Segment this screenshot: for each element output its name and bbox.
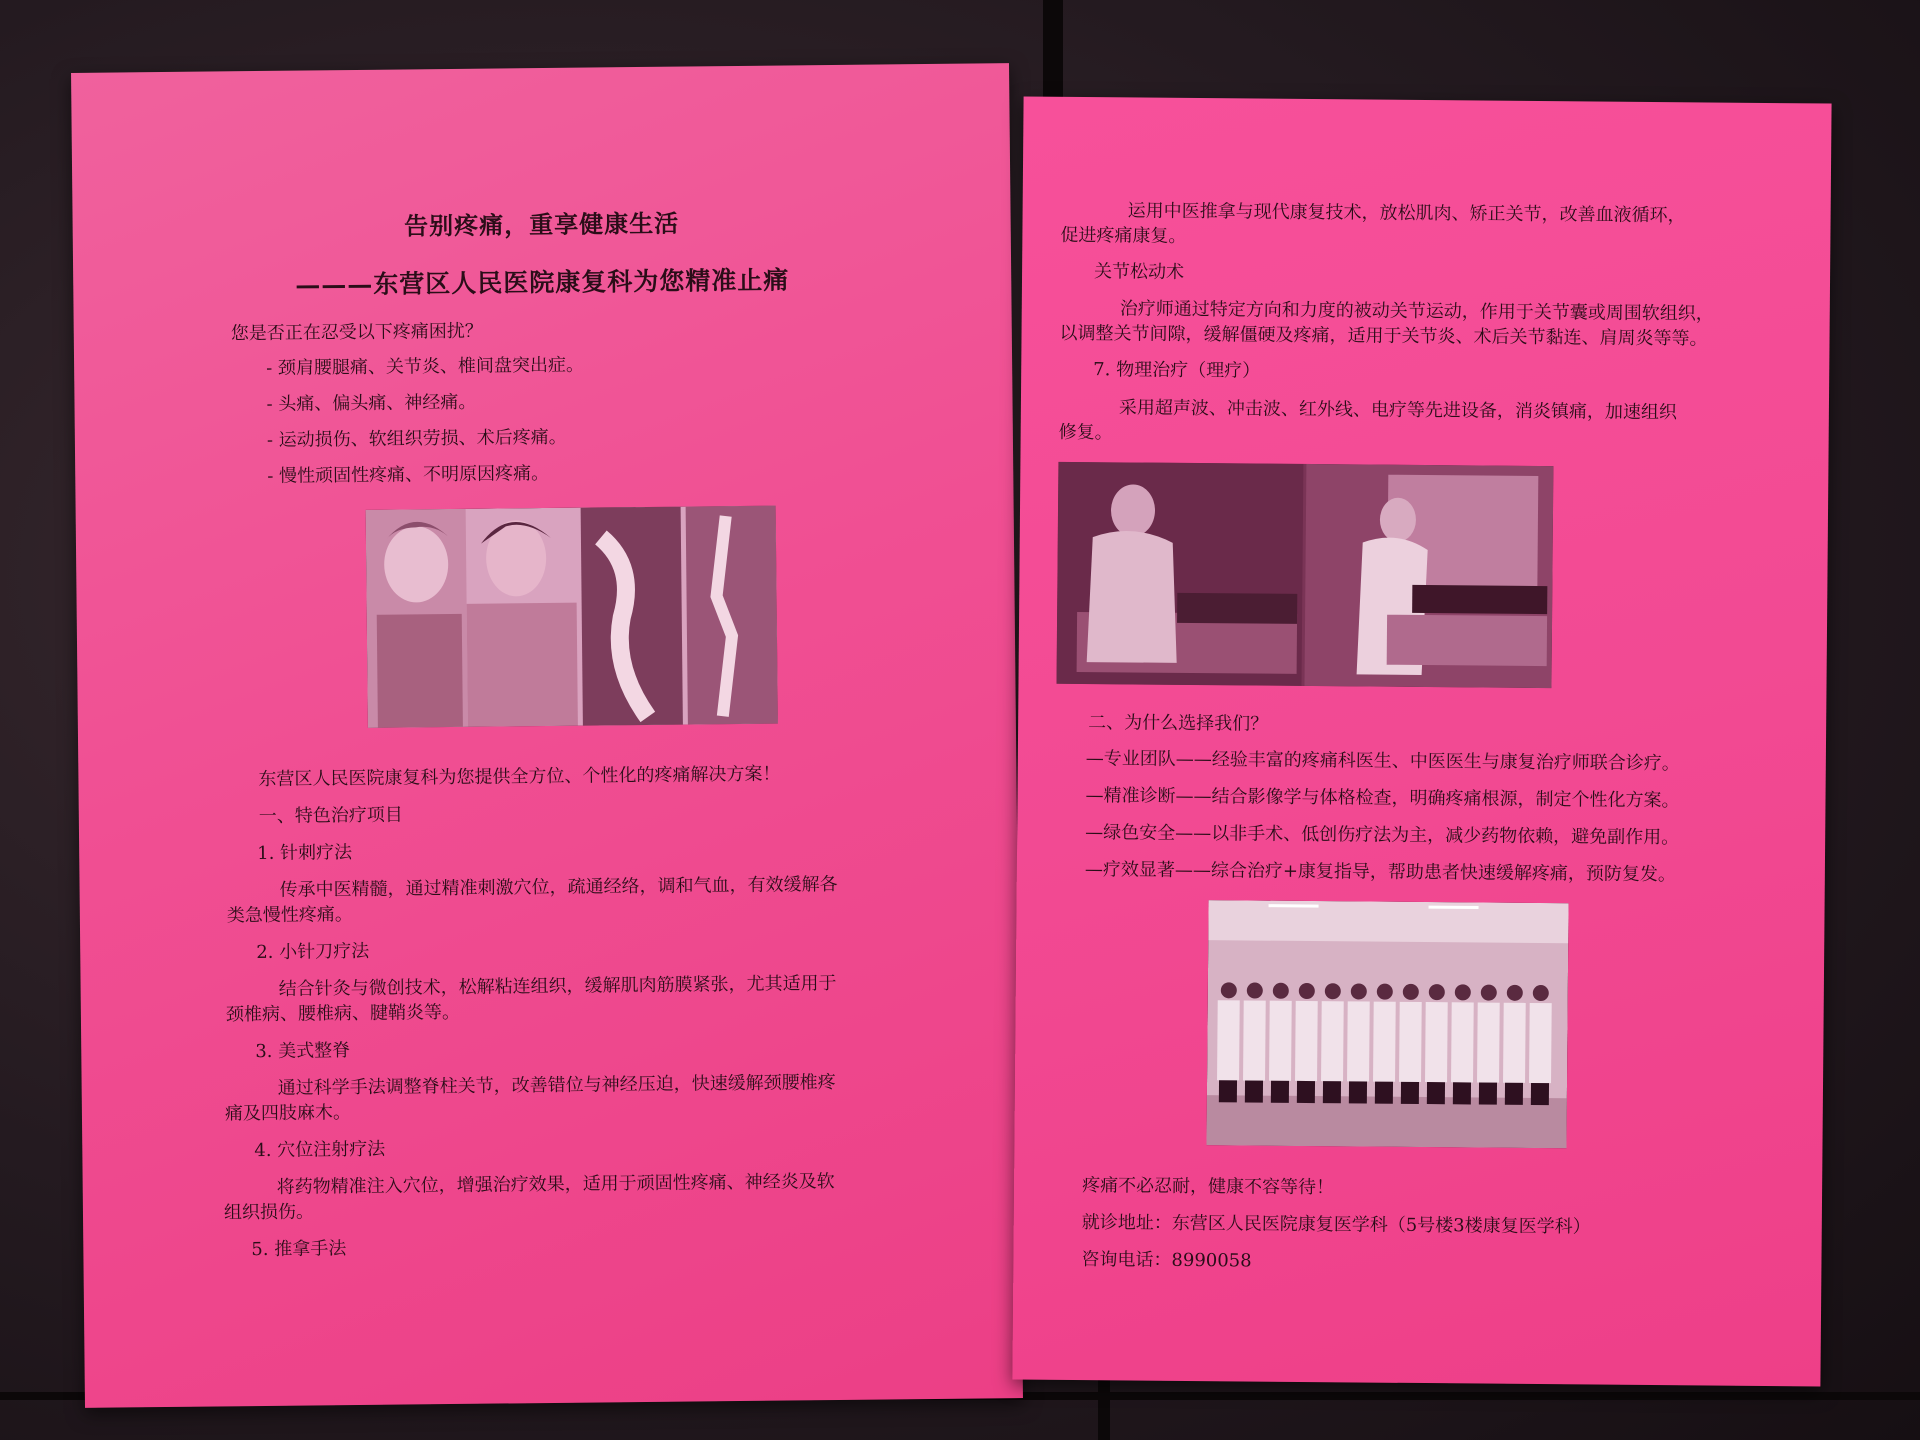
section-heading: 一、特色治疗项目 (258, 804, 403, 828)
physio-heading: 7. 物理治疗（理疗） (1093, 359, 1261, 382)
treatment-name: 5. 推拿手法 (251, 1238, 347, 1261)
reason-item: —精准诊断——结合影像学与体格检查，明确疼痛根源，制定个性化方案。 (1085, 785, 1680, 812)
phone-line (1081, 1251, 1251, 1270)
pain-illustration-photo (366, 506, 778, 728)
treatment-desc: 结合针灸与微创技术，松解粘连组织，缓解肌肉筋膜紧张，尤其适用于 (278, 972, 837, 1000)
page-title: 告别疼痛，重享健康生活 (404, 208, 680, 241)
flyer-page-right (1012, 96, 1831, 1386)
reason-item: —疗效显著——综合治疗+康复指导，帮助患者快速缓解疼痛，预防复发。 (1084, 859, 1677, 886)
massage-desc: 促进疼痛康复。 (1060, 224, 1187, 247)
phone-value: 8990058 (1171, 1249, 1252, 1272)
team-photo (1206, 900, 1568, 1148)
joint-desc: 治疗师通过特定方向和力度的被动关节运动，作用于关节囊或周围软组织， (1119, 298, 1714, 325)
treatment-desc: 颈椎病、腰椎病、腱鞘炎等。 (225, 1001, 461, 1026)
slogan: 疼痛不必忍耐，健康不容等待！ (1082, 1175, 1335, 1199)
joint-heading: 关节松动术 (1093, 261, 1185, 283)
address-line (1082, 1214, 1591, 1236)
treatment-desc: 组织损伤。 (223, 1201, 315, 1224)
treatment-desc: 类急慢性疼痛。 (226, 904, 353, 927)
address-label: 就诊地址： (1081, 1212, 1172, 1234)
joint-desc: 以调整关节间隙，缓解僵硬及疼痛，适用于关节炎、术后关节黏连、肩周炎等等。 (1059, 322, 1708, 350)
treatment-desc: 痛及四肢麻木。 (224, 1102, 352, 1125)
treatment-name: 1. 针刺疗法 (257, 842, 353, 865)
treatment-name: 4. 穴位注射疗法 (254, 1138, 386, 1162)
symptom-item: - 运动损伤、软组织劳损、术后疼痛。 (266, 426, 567, 451)
address-value: 东营区人民医院康复医学科（5号楼3楼康复医学科） (1171, 1212, 1591, 1238)
reason-item: —专业团队——经验丰富的疼痛科医生、中医医生与康复治疗师联合诊疗。 (1085, 748, 1680, 775)
phone-label: 咨询电话： (1081, 1249, 1172, 1271)
page-subtitle: ———东营区人民医院康复科为您精准止痛 (295, 265, 790, 300)
section-heading: 二、为什么选择我们？ (1088, 712, 1269, 735)
flyer-page-left (71, 63, 1023, 1408)
table-gap-vertical-lower (1098, 1375, 1110, 1440)
treatment-desc: 通过科学手法调整脊柱关节，改善错位与神经压迫，快速缓解颈腰椎疼 (277, 1071, 836, 1099)
treatment-desc: 将药物精准注入穴位，增强治疗效果，适用于顽固性疼痛、神经炎及软 (276, 1171, 835, 1198)
table-gap-vertical (1043, 0, 1063, 100)
therapy-photo (1056, 462, 1553, 688)
symptom-item: - 颈肩腰腿痛、关节炎、椎间盘突出症。 (266, 354, 585, 379)
symptom-item: - 慢性顽固性疼痛、不明原因疼痛。 (267, 462, 550, 487)
physio-desc: 采用超声波、冲击波、红外线、电疗等先进设备，消炎镇痛，加速组织 (1118, 397, 1677, 424)
physio-desc: 修复。 (1058, 421, 1113, 444)
treatment-desc: 传承中医精髓，通过精准刺激穴位，疏通经络，调和气血，有效缓解各 (279, 873, 838, 901)
intro-text: 东营区人民医院康复科为您提供全方位、个性化的疼痛解决方案！ (258, 763, 781, 791)
symptom-item: - 头痛、偏头痛、神经痛。 (266, 391, 477, 415)
reason-item: —绿色安全——以非手术、低创伤疗法为主，减少药物依赖，避免副作用。 (1085, 822, 1680, 849)
pain-question: 您是否正在忍受以下疼痛困扰？ (230, 320, 483, 345)
massage-desc: 运用中医推拿与现代康复技术，放松肌肉、矫正关节，改善血液循环， (1127, 200, 1686, 227)
treatment-name: 3. 美式整脊 (255, 1040, 351, 1063)
treatment-name: 2. 小针刀疗法 (256, 940, 370, 964)
